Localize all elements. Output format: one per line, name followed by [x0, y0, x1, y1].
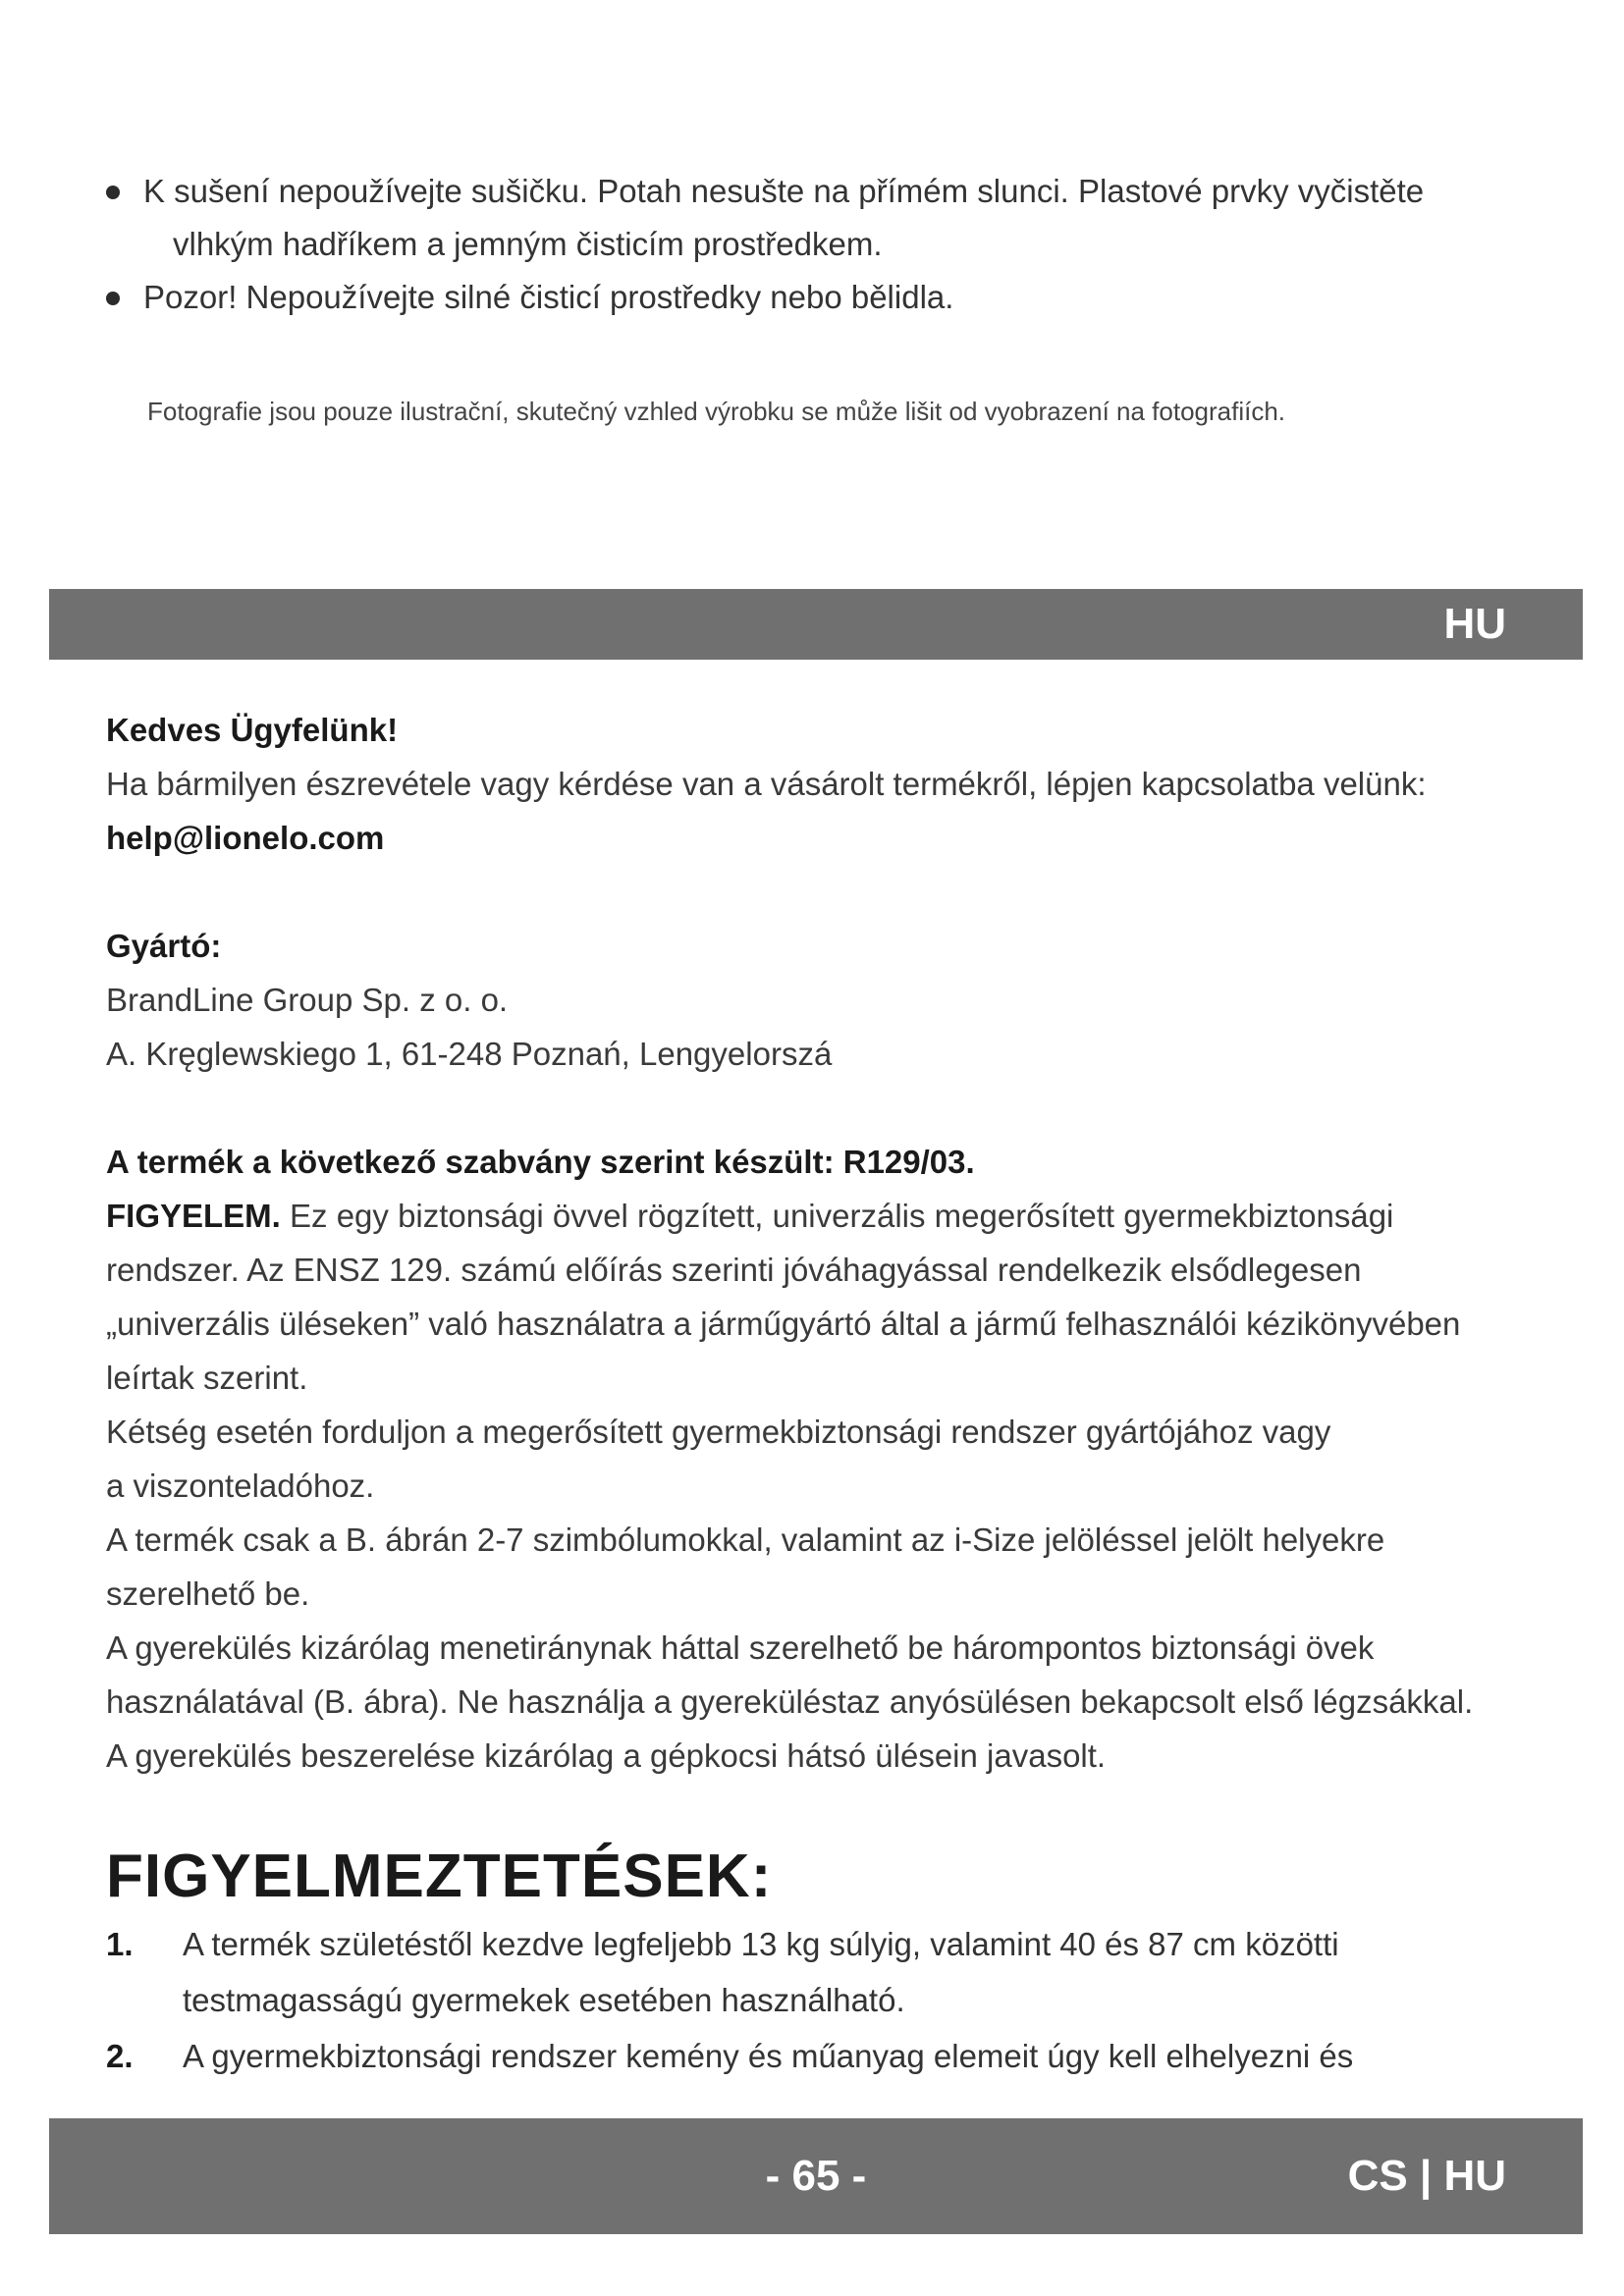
- bullet-text: Pozor! Nepoužívejte silné čisticí prostředky nebo bělidla.: [143, 279, 954, 315]
- warning-paragraph: FIGYELEM. Ez egy biztonsági övvel rögzített, univerzális megerősített gyermekbiztonsági: [106, 1198, 1394, 1234]
- greeting-title: Kedves Ügyfelünk!: [106, 712, 399, 748]
- list-item: [106, 2028, 1540, 2084]
- item-number: 1.: [106, 1926, 134, 1962]
- paragraph-line: „univerzális üléseken” való használatra a járműgyártó által a jármű felhasználói kézikönyvében: [106, 1306, 1461, 1342]
- paragraph-line: A gyerekülés kizárólag menetiránynak háttal szerelhető be hárompontos biztonsági övek: [106, 1629, 1375, 1666]
- paragraph-line: Kétség esetén forduljon a megerősített gyermekbiztonsági rendszer gyártójához vagy: [106, 1414, 1331, 1450]
- greeting-text: Ha bármilyen észrevétele vagy kérdése van a vásárolt termékről, lépjen kapcsolatba velünk:: [106, 766, 1427, 802]
- bullet-icon: [106, 292, 120, 305]
- bullet-icon: [106, 186, 120, 199]
- footer-languages: CS | HU: [1347, 2152, 1506, 2200]
- warning-label: FIGYELEM.: [106, 1198, 281, 1234]
- list-item: [106, 165, 1540, 271]
- section-language-label: HU: [1443, 600, 1506, 648]
- paragraph-line: használatával (B. ábra). Ne használja a gyereküléstaz anyósülésen bekapcsolt első légzsákkal.: [106, 1683, 1474, 1720]
- list-item: [106, 271, 1540, 324]
- item-number: 2.: [106, 2038, 134, 2074]
- standard-heading: A termék a következő szabvány szerint készült: R129/03.: [106, 1144, 975, 1180]
- paragraph-line: A termék csak a B. ábrán 2-7 szimbólumokkal, valamint az i-Size jelöléssel jelölt helyekre: [106, 1522, 1385, 1558]
- manufacturer-name: BrandLine Group Sp. z o. o.: [106, 982, 509, 1018]
- cs-care-instructions: [106, 165, 1540, 324]
- list-item: [106, 1916, 1540, 2028]
- footer-bar: [49, 2118, 1583, 2234]
- section-header-bar: [49, 589, 1583, 660]
- paragraph-line: leírtak szerint.: [106, 1360, 308, 1396]
- warnings-list: [106, 1916, 1540, 2084]
- page-number: - 65 -: [765, 2152, 867, 2200]
- paragraph-line: a viszonteladóhoz.: [106, 1468, 375, 1504]
- photo-disclaimer: Fotografie jsou pouze ilustrační, skutečný vzhled výrobku se může lišit od vyobrazení na fotografiích.: [147, 397, 1286, 426]
- bullet-text: K sušení nepoužívejte sušičku. Potah nesušte na přímém slunci. Plastové prvky vyčistěte: [143, 173, 1425, 209]
- warnings-title: FIGYELMEZTETÉSEK:: [106, 1842, 773, 1910]
- item-text: A termék születéstől kezdve legfeljebb 13 kg súlyig, valamint 40 és 87 cm közötti: [183, 1926, 1339, 1962]
- manufacturer-label: Gyártó:: [106, 928, 222, 964]
- paragraph-line: szerelhető be.: [106, 1575, 310, 1612]
- paragraph-line: A gyerekülés beszerelése kizárólag a gépkocsi hátsó ülésein javasolt.: [106, 1737, 1107, 1774]
- item-text-continued: testmagasságú gyermekek esetében használható.: [183, 1982, 905, 2018]
- contact-email: help@lionelo.com: [106, 820, 385, 856]
- bullet-text-continued: vlhkým hadříkem a jemným čisticím prostředkem.: [173, 226, 883, 262]
- hu-content: [106, 703, 1540, 1783]
- paragraph-line: rendszer. Az ENSZ 129. számú előírás szerinti jóváhagyással rendelkezik elsődlegesen: [106, 1252, 1362, 1288]
- manufacturer-address: A. Kręglewskiego 1, 61-248 Poznań, Lengyelorszá: [106, 1036, 833, 1072]
- item-text: A gyermekbiztonsági rendszer kemény és műanyag elemeit úgy kell elhelyezni és: [183, 2038, 1354, 2074]
